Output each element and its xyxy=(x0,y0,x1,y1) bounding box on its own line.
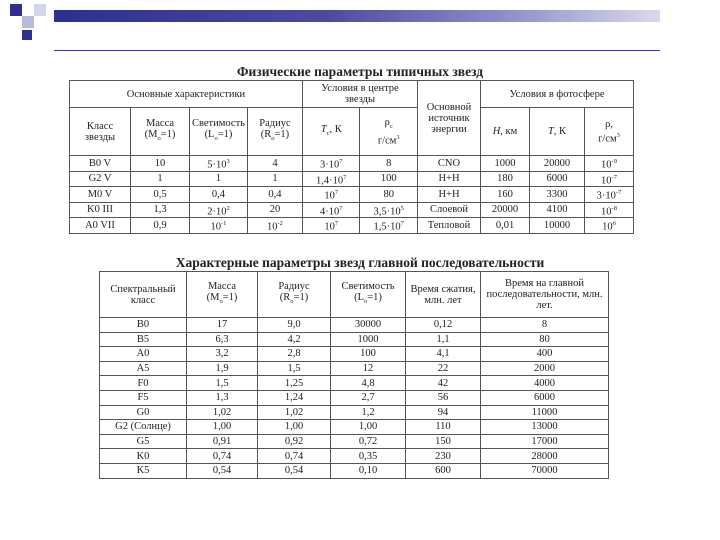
physical-parameters-table xyxy=(69,80,634,234)
col-contraction-time: Время сжатия, млн. лет xyxy=(406,272,481,318)
col-rho: ρ, $г/см^3$ xyxy=(585,108,634,156)
header-gradient-bar xyxy=(54,10,660,22)
table-cell: H+H xyxy=(418,187,481,203)
table-cell: 30000 xyxy=(331,318,406,333)
decor-square xyxy=(34,4,46,16)
table-cell: $5\cdot 10^3$ xyxy=(190,156,248,172)
table-cell: 28000 xyxy=(481,449,609,464)
table-cell: 70000 xyxy=(481,463,609,478)
table-cell: A5 xyxy=(100,361,187,376)
table-cell: 3300 xyxy=(530,187,585,203)
table-cell: 0,54 xyxy=(258,463,331,478)
table-cell: 0,91 xyxy=(187,434,258,449)
table-cell: 1,00 xyxy=(331,420,406,435)
table-cell: $10^{-8}$ xyxy=(585,202,634,218)
decor-square xyxy=(10,4,22,16)
col-mass: Масса $(M_o=1)$ xyxy=(187,272,258,318)
table-row xyxy=(100,361,609,376)
table-cell: 230 xyxy=(406,449,481,464)
table-cell: 56 xyxy=(406,390,481,405)
col-class: Класс звезды xyxy=(70,108,131,156)
group-basic: Основные характеристики xyxy=(70,81,303,108)
table-cell: 1 xyxy=(131,171,190,187)
table-cell: 4 xyxy=(247,156,302,172)
table-cell: B0 xyxy=(100,318,187,333)
table-header-row xyxy=(70,108,634,156)
table-cell: F0 xyxy=(100,376,187,391)
table-cell: $1,5\cdot 10^7$ xyxy=(360,218,418,234)
decor-square xyxy=(22,30,32,40)
table-cell: 20000 xyxy=(530,156,585,172)
table-cell: $10^{-2}$ xyxy=(247,218,302,234)
table-cell: $3,5\cdot 10^5$ xyxy=(360,202,418,218)
table-cell: 4,8 xyxy=(331,376,406,391)
table-cell: 1000 xyxy=(331,332,406,347)
col-rhoc: $\rho_c$ $г/см^3$ xyxy=(360,108,418,156)
col-main-sequence-time: Время на главной последовательности, млн. лет. xyxy=(481,272,609,318)
col-spectral-class: Спектральный класс xyxy=(100,272,187,318)
table-cell: 160 xyxy=(481,187,530,203)
table-cell: 0,54 xyxy=(187,463,258,478)
table-row xyxy=(100,347,609,362)
group-photosphere: Условия в фотосфере xyxy=(481,81,634,108)
table-row xyxy=(100,376,609,391)
table-cell: 1,02 xyxy=(258,405,331,420)
table-cell: $3\cdot 10^7$ xyxy=(302,156,360,172)
table-cell: G2 V xyxy=(70,171,131,187)
table-cell: 12 xyxy=(331,361,406,376)
table-cell: H+H xyxy=(418,171,481,187)
table-cell: 22 xyxy=(406,361,481,376)
table-cell: CNO xyxy=(418,156,481,172)
table-cell: 9,0 xyxy=(258,318,331,333)
table-cell: 0,92 xyxy=(258,434,331,449)
table-cell: 6000 xyxy=(530,171,585,187)
table-cell: G0 xyxy=(100,405,187,420)
table-cell: B0 V xyxy=(70,156,131,172)
table-row xyxy=(70,171,634,187)
table-cell: 1,24 xyxy=(258,390,331,405)
table-cell: F5 xyxy=(100,390,187,405)
table-row xyxy=(100,405,609,420)
table-row xyxy=(100,390,609,405)
table-row xyxy=(70,218,634,234)
table-cell: 17 xyxy=(187,318,258,333)
table-cell: 1,9 xyxy=(187,361,258,376)
table-cell: 1,3 xyxy=(131,202,190,218)
table-cell: 0,01 xyxy=(481,218,530,234)
table-cell: Слоевой xyxy=(418,202,481,218)
table-row xyxy=(70,202,634,218)
table-cell: K0 III xyxy=(70,202,131,218)
table-cell: 1,1 xyxy=(406,332,481,347)
table-cell: 400 xyxy=(481,347,609,362)
table-row xyxy=(70,187,634,203)
table-cell: 0,35 xyxy=(331,449,406,464)
col-radius: Радиус $(R_o=1)$ xyxy=(258,272,331,318)
table-row xyxy=(100,434,609,449)
table-cell: K0 xyxy=(100,449,187,464)
col-luminosity: Светимость $(L_o=1)$ xyxy=(331,272,406,318)
table-cell: 11000 xyxy=(481,405,609,420)
table-cell: 94 xyxy=(406,405,481,420)
col-mass: Масса $(M_o=1)$ xyxy=(131,108,190,156)
table-cell: 0,74 xyxy=(187,449,258,464)
table-cell: $10^{-7}$ xyxy=(585,171,634,187)
table-cell: 1,25 xyxy=(258,376,331,391)
table-cell: $2\cdot 10^2$ xyxy=(190,202,248,218)
table-cell: A0 VII xyxy=(70,218,131,234)
table-cell: 1,5 xyxy=(258,361,331,376)
table-row xyxy=(70,156,634,172)
table-cell: 80 xyxy=(360,187,418,203)
table-cell: B5 xyxy=(100,332,187,347)
table-cell: Тепловой xyxy=(418,218,481,234)
table-cell: $10^7$ xyxy=(302,187,360,203)
table-cell: $1,4\cdot 10^7$ xyxy=(302,171,360,187)
table-cell: 4000 xyxy=(481,376,609,391)
table-cell: 0,12 xyxy=(406,318,481,333)
table-cell: 180 xyxy=(481,171,530,187)
col-radius: Радиус $(R_o=1)$ xyxy=(247,108,302,156)
table-cell: 13000 xyxy=(481,420,609,435)
main-sequence-table xyxy=(99,271,609,479)
table-row xyxy=(100,318,609,333)
table-cell: 2,8 xyxy=(258,347,331,362)
table-cell: 20000 xyxy=(481,202,530,218)
table-cell: 4,1 xyxy=(406,347,481,362)
decor-square xyxy=(22,16,34,28)
table-cell: 1,00 xyxy=(187,420,258,435)
table-cell: 110 xyxy=(406,420,481,435)
table-cell: 0,74 xyxy=(258,449,331,464)
table-cell: 1,00 xyxy=(258,420,331,435)
table-cell: 0,4 xyxy=(247,187,302,203)
col-h: H, км xyxy=(481,108,530,156)
table-cell: 0,72 xyxy=(331,434,406,449)
table-cell: $3\cdot 10^{-7}$ xyxy=(585,187,634,203)
col-t: T, К xyxy=(530,108,585,156)
table-row xyxy=(100,332,609,347)
table-cell: 0,10 xyxy=(331,463,406,478)
table-cell: 0,9 xyxy=(131,218,190,234)
group-source: Основной источник энергии xyxy=(418,81,481,156)
table-cell: 6,3 xyxy=(187,332,258,347)
table-cell: 1 xyxy=(190,171,248,187)
table-cell: 1,2 xyxy=(331,405,406,420)
table-cell: 4100 xyxy=(530,202,585,218)
table-cell: 0,5 xyxy=(131,187,190,203)
table-row xyxy=(100,449,609,464)
table-cell: G5 xyxy=(100,434,187,449)
table-cell: 6000 xyxy=(481,390,609,405)
table-cell: 1,5 xyxy=(187,376,258,391)
table-cell: 1000 xyxy=(481,156,530,172)
table-cell: 10000 xyxy=(530,218,585,234)
table-row xyxy=(100,420,609,435)
table-cell: $10^{-9}$ xyxy=(585,156,634,172)
col-luminosity: Светимость $(L_o=1)$ xyxy=(190,108,248,156)
table-cell: 100 xyxy=(331,347,406,362)
table-header-row xyxy=(100,272,609,318)
table-cell: 10 xyxy=(131,156,190,172)
table-cell: 80 xyxy=(481,332,609,347)
table-cell: 1,3 xyxy=(187,390,258,405)
col-tc: $T_c$, К xyxy=(302,108,360,156)
table-cell: 2,7 xyxy=(331,390,406,405)
table-cell: G2 (Солнце) xyxy=(100,420,187,435)
group-center: Условия в центре звезды xyxy=(302,81,417,108)
table-cell: K5 xyxy=(100,463,187,478)
table-cell: $10^6$ xyxy=(585,218,634,234)
table-cell: A0 xyxy=(100,347,187,362)
table-cell: $10^7$ xyxy=(302,218,360,234)
table-cell: 2000 xyxy=(481,361,609,376)
table-cell: $4\cdot 10^7$ xyxy=(302,202,360,218)
table-cell: 42 xyxy=(406,376,481,391)
table-cell: M0 V xyxy=(70,187,131,203)
table-cell: 150 xyxy=(406,434,481,449)
header-divider xyxy=(54,50,660,51)
table-cell: 4,2 xyxy=(258,332,331,347)
table-row xyxy=(100,463,609,478)
table-cell: 100 xyxy=(360,171,418,187)
table-cell: 1 xyxy=(247,171,302,187)
table-header-row xyxy=(70,81,634,108)
table-cell: 20 xyxy=(247,202,302,218)
table-cell: 17000 xyxy=(481,434,609,449)
table-cell: 0,4 xyxy=(190,187,248,203)
table1-title: Физические параметры типичных звезд xyxy=(236,64,484,79)
table-cell: $10^{-1}$ xyxy=(190,218,248,234)
table-cell: 8 xyxy=(481,318,609,333)
table-cell: 8 xyxy=(360,156,418,172)
table2-title: Характерные параметры звезд главной последовательности xyxy=(175,255,545,270)
table-cell: 600 xyxy=(406,463,481,478)
table-cell: 1,02 xyxy=(187,405,258,420)
table-cell: 3,2 xyxy=(187,347,258,362)
